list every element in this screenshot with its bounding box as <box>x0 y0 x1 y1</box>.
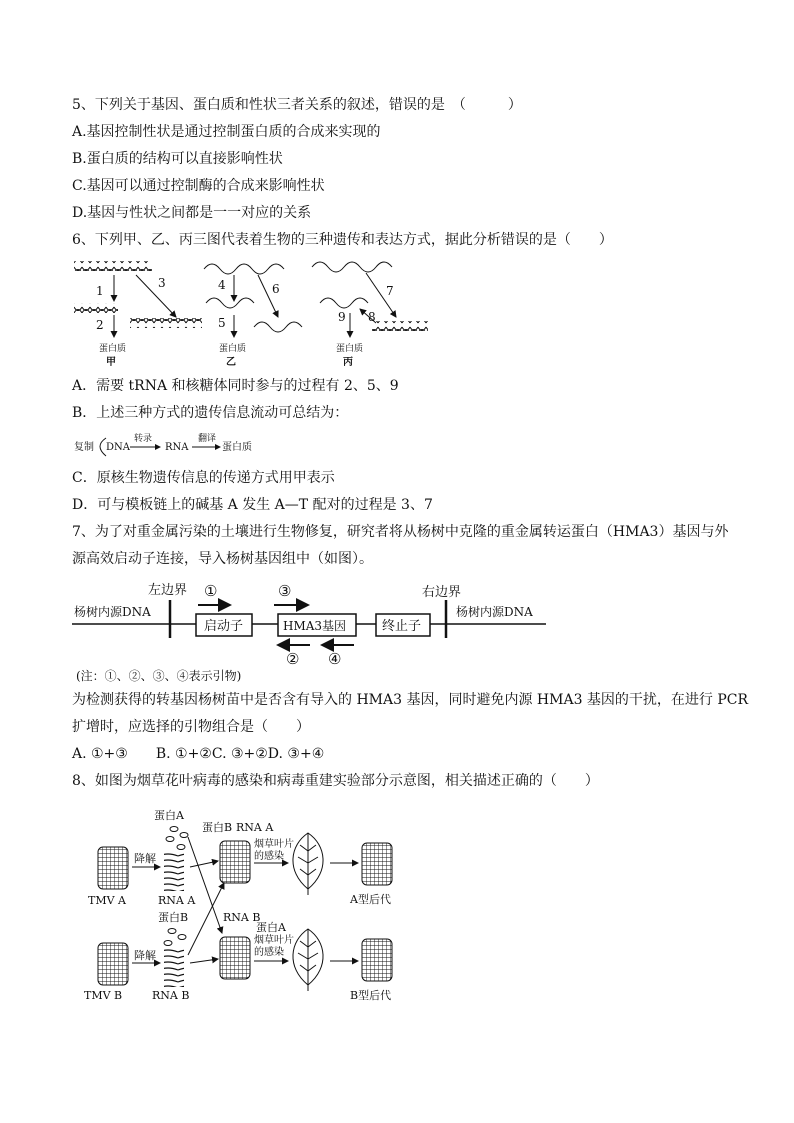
q5-stem: 5、下列关于基因、蛋白质和性状三者关系的叙述，错误的是 （ ） <box>72 97 522 113</box>
rna-strand-yi-top <box>204 264 284 274</box>
hybrid-virus-a <box>220 841 250 883</box>
offspring-a-label: A型后代 <box>350 893 391 906</box>
offspring-b-virus <box>362 939 392 981</box>
label-9: 9 <box>338 310 346 324</box>
q7-body-line-1: 为检测获得的转基因杨树苗中是否含有导入的 HMA3 基因，同时避免内源 HMA3 基因的干扰，在进行 PCR <box>72 692 749 708</box>
cross-arrow-protein-a <box>188 837 222 933</box>
protein-label-jia: 蛋白质 <box>99 344 127 354</box>
q6-gene-expression-figure <box>66 255 446 370</box>
flow-rna: RNA <box>165 442 189 453</box>
flow-dna: DNA <box>106 442 130 453</box>
q8-stem: 8、如图为烟草花叶病毒的感染和病毒重建实验部分示意图，相关描述正确的（ ） <box>72 773 599 789</box>
right-endogenous-dna: 杨树内源DNA <box>456 605 533 619</box>
q6-option-c: C．原核生物遗传信息的传递方式用甲表示 <box>72 470 335 486</box>
label-7: 7 <box>386 284 394 298</box>
primer-note: (注：①、②、③、④表示引物) <box>76 669 242 683</box>
flow-protein: 蛋白质 <box>222 442 252 453</box>
dna-helix-jia-top <box>74 261 152 271</box>
q6-stem: 6、下列甲、乙、丙三图代表着生物的三种遗传和表达方式，据此分析错误的是（ ） <box>72 232 613 248</box>
primer-3-label: ③ <box>278 582 292 600</box>
rna-b-coil <box>164 949 184 987</box>
infect-label-a-2: 的感染 <box>254 851 284 862</box>
infect-label-b-1: 烟草叶片 <box>254 935 294 946</box>
hma3-gene-label: HMA3基因 <box>283 619 347 633</box>
protein-b-fragments <box>164 929 186 946</box>
leaf-icon-b <box>293 929 323 991</box>
q8-tmv-reconstruction-figure <box>78 805 418 1010</box>
q5-option-a: A.基因控制性状是通过控制蛋白质的合成来实现的 <box>72 124 381 140</box>
q5-option-d: D.基因与性状之间都是一一对应的关系 <box>72 205 312 221</box>
protein-label-bing: 蛋白质 <box>336 344 364 354</box>
label-1: 1 <box>96 284 104 298</box>
q7-stem-line-2: 源高效启动子连接，导入杨树基因组中（如图）。 <box>72 551 373 567</box>
rna-strand-yi-middle <box>206 298 254 308</box>
tmv-a-label: TMV A <box>88 894 126 907</box>
assemble-arrow-a <box>190 861 218 867</box>
tmv-a-virus <box>98 847 128 889</box>
protein-b-label-top: 蛋白B <box>202 821 233 834</box>
degrade-label-b: 降解 <box>134 949 156 962</box>
protein-a-label: 蛋白A <box>154 809 184 822</box>
hybrid-virus-b <box>220 937 250 979</box>
offspring-b-label: B型后代 <box>350 989 392 1002</box>
primer-1-label: ① <box>204 582 218 600</box>
infect-label-b-2: 的感染 <box>254 947 284 958</box>
left-border-label: 左边界 <box>148 583 188 598</box>
tmv-b-virus <box>98 943 128 985</box>
dna-helix-bing-product <box>372 321 428 331</box>
flow-replication: 复制 <box>74 442 94 453</box>
q7-gene-construct-figure <box>70 578 550 686</box>
tmv-b-label: TMV B <box>84 989 123 1002</box>
primer-2-label: ② <box>286 650 300 668</box>
q6-option-b: B．上述三种方式的遗传信息流动可总结为： <box>72 405 349 421</box>
q6-option-d: D．可与模板链上的碱基 A 发生 A—T 配对的过程是 3、7 <box>72 497 433 513</box>
label-3: 3 <box>158 276 166 290</box>
terminator-label: 终止子 <box>382 619 422 634</box>
primer-4-label: ④ <box>328 650 342 668</box>
rna-strand-bing-middle <box>320 298 368 308</box>
degrade-label-a: 降解 <box>134 852 156 865</box>
q6-flow-diagram <box>72 430 272 462</box>
panel-label-yi: 乙 <box>226 357 236 368</box>
infect-label-a-1: 烟草叶片 <box>254 839 294 850</box>
label-4: 4 <box>218 278 226 292</box>
flow-translation: 翻译 <box>198 434 217 444</box>
label-8: 8 <box>368 310 376 324</box>
dna-helix-jia-middle <box>74 303 118 313</box>
rna-b-label-top: RNA B <box>223 911 261 924</box>
panel-label-jia: 甲 <box>106 357 116 368</box>
rna-strand-bing-top <box>312 262 392 272</box>
rna-helix-jia-product <box>130 318 202 328</box>
offspring-a-virus <box>362 843 392 885</box>
protein-b-label: 蛋白B <box>158 911 189 924</box>
protein-a-fragments <box>166 827 188 850</box>
left-endogenous-dna: 杨树内源DNA <box>74 605 151 619</box>
leaf-icon-a <box>293 833 323 895</box>
protein-a-label-bottom: 蛋白A <box>256 921 286 934</box>
arrow-3 <box>136 275 176 317</box>
panel-label-bing: 丙 <box>343 357 353 368</box>
q7-body-line-2: 扩增时，应选择的引物组合是（ ） <box>72 719 310 735</box>
label-6: 6 <box>272 282 280 296</box>
rna-a-label-top: RNA A <box>236 821 274 834</box>
rna-a-coil <box>164 853 184 891</box>
protein-label-yi: 蛋白质 <box>219 344 247 354</box>
rna-a-label: RNA A <box>158 894 196 907</box>
q5-option-c: C.基因可以通过控制酶的合成来影响性状 <box>72 178 325 194</box>
promoter-label: 启动子 <box>204 619 244 634</box>
label-2: 2 <box>96 318 104 332</box>
rna-strand-yi-product <box>254 322 302 332</box>
label-5: 5 <box>218 316 226 330</box>
right-border-label: 右边界 <box>422 585 462 600</box>
q5-option-b: B.蛋白质的结构可以直接影响性状 <box>72 151 283 167</box>
q6-option-a: A．需要 tRNA 和核糖体同时参与的过程有 2、5、9 <box>72 378 399 394</box>
rna-b-label: RNA B <box>152 989 190 1002</box>
q7-stem-line-1: 7、为了对重金属污染的土壤进行生物修复，研究者将从杨树中克隆的重金属转运蛋白（HMA3）基因与外 <box>72 524 729 540</box>
flow-transcription: 转录 <box>134 434 153 444</box>
assemble-arrow-b <box>190 959 218 963</box>
q7-options: A. ①+③ B. ①+②C. ③+②D. ③+④ <box>72 746 325 762</box>
